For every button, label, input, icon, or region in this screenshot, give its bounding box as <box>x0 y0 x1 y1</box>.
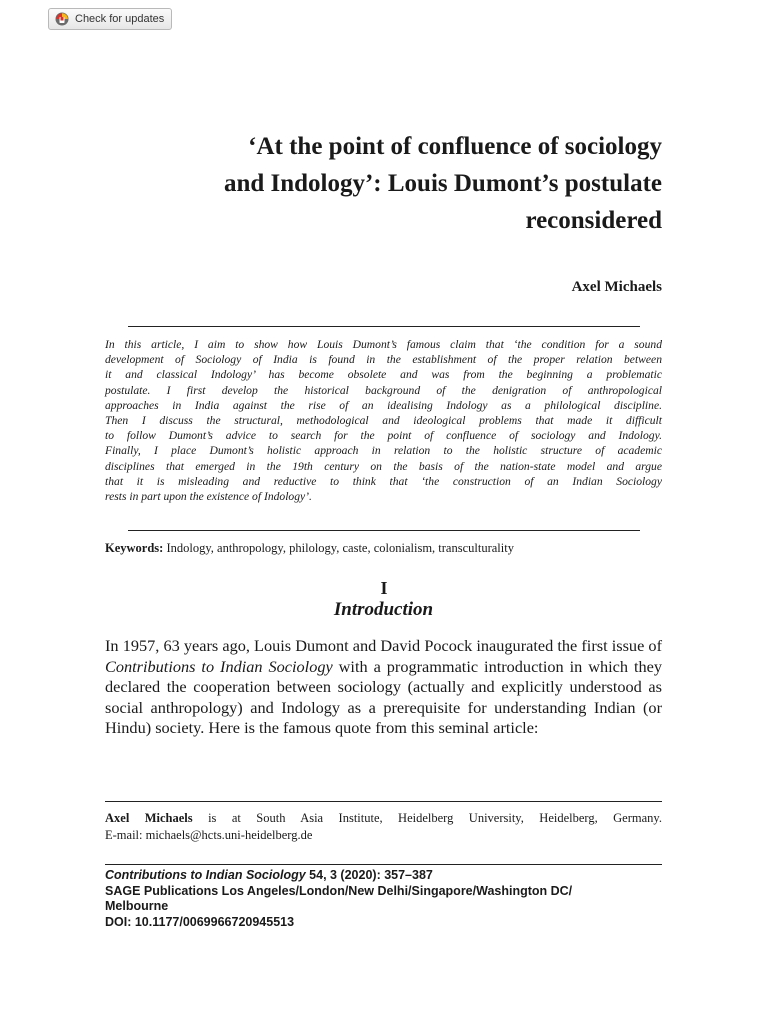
abstract-line: postulate. I first develop the historical background of the denigration of anthropological <box>105 383 662 397</box>
section-number: I <box>380 578 388 598</box>
affiliation-text: is at South Asia Institute, Heidelberg University, Heidelberg, Germany. <box>192 811 662 825</box>
journal-rule <box>105 864 662 865</box>
abstract-line: approaches in India against the rise of an idealising Indology as a philological discipline. <box>105 398 662 412</box>
title-line: and Indology’: Louis Dumont’s postulate <box>223 170 662 197</box>
journal-info <box>105 868 665 930</box>
section-title: Introduction <box>333 599 434 620</box>
article-title <box>102 128 662 239</box>
check-for-updates-label: Check for updates <box>75 13 165 25</box>
affiliation-line <box>105 810 662 827</box>
author-affiliation <box>105 810 662 844</box>
keywords <box>105 541 665 556</box>
abstract-line: Then I discuss the structural, methodological and ideological problems that made it difficult <box>105 414 662 428</box>
journal-citation <box>105 868 665 884</box>
doi: DOI: 10.1177/0069966720945513 <box>105 914 295 929</box>
check-for-updates-button[interactable] <box>48 8 172 30</box>
journal-name: Contributions to Indian Sociology <box>105 868 306 882</box>
abstract-line: development of Sociology of India is found in the establishment of the proper relation between <box>105 353 662 367</box>
abstract-line: to follow Dumont’s advice to search for the point of confluence of sociology and Indology. <box>105 429 662 443</box>
body-text-part: In 1957, 63 years ago, Louis Dumont and David Pocock inaugurated the first issue of <box>105 636 662 655</box>
abstract-line: In this article, I aim to show how Louis Dumont’s famous claim that ‘the condition for a sound <box>105 338 662 351</box>
abstract-bottom-rule <box>128 530 640 531</box>
abstract-line: rests in part upon the existence of Indology’. <box>105 490 312 504</box>
body-text-part: with a programmatic introduction in which they declared the cooperation between sociology (actually and explicitly understood as social anthropology) and Indology as a prerequisite for understanding Indian (or Hindu) society. Here is the famous quote from this seminal article: <box>105 656 662 737</box>
abstract-line: disciplines that emerged in the 19th century on the basis of the nation-state model and argue <box>105 459 662 473</box>
publisher-line: Melbourne <box>105 899 169 913</box>
journal-volume: 54, 3 (2020): 357–387 <box>305 868 433 882</box>
abstract-line: that it is misleading and reductive to think that ‘the construction of an Indian Sociology <box>105 474 662 488</box>
title-line: ‘At the point of confluence of sociology <box>248 133 662 160</box>
abstract <box>105 337 662 504</box>
footnote-rule <box>105 801 662 802</box>
body-journal-title: Contributions to Indian Sociology <box>105 656 333 676</box>
keywords-list: Indology, anthropology, philology, caste, colonialism, transculturality <box>166 541 514 555</box>
publisher-line: SAGE Publications Los Angeles/London/New Delhi/Singapore/Washington DC/ <box>105 883 573 898</box>
abstract-top-rule <box>128 326 640 327</box>
abstract-line: it and classical Indology’ has become obsolete and was from the beginning a problematic <box>105 368 662 382</box>
affiliation-email: E-mail: michaels@hcts.uni-heidelberg.de <box>105 828 313 842</box>
author-name: Axel Michaels <box>571 279 662 295</box>
keywords-label: Keywords: <box>105 541 164 555</box>
body-paragraph <box>105 636 662 739</box>
affiliation-author-name: Axel Michaels <box>105 811 193 825</box>
abstract-line: Finally, I place Dumont’s holistic approach in relation to the holistic structure of academic <box>105 444 662 458</box>
title-line: reconsidered <box>525 207 662 234</box>
crossmark-icon <box>55 12 69 26</box>
